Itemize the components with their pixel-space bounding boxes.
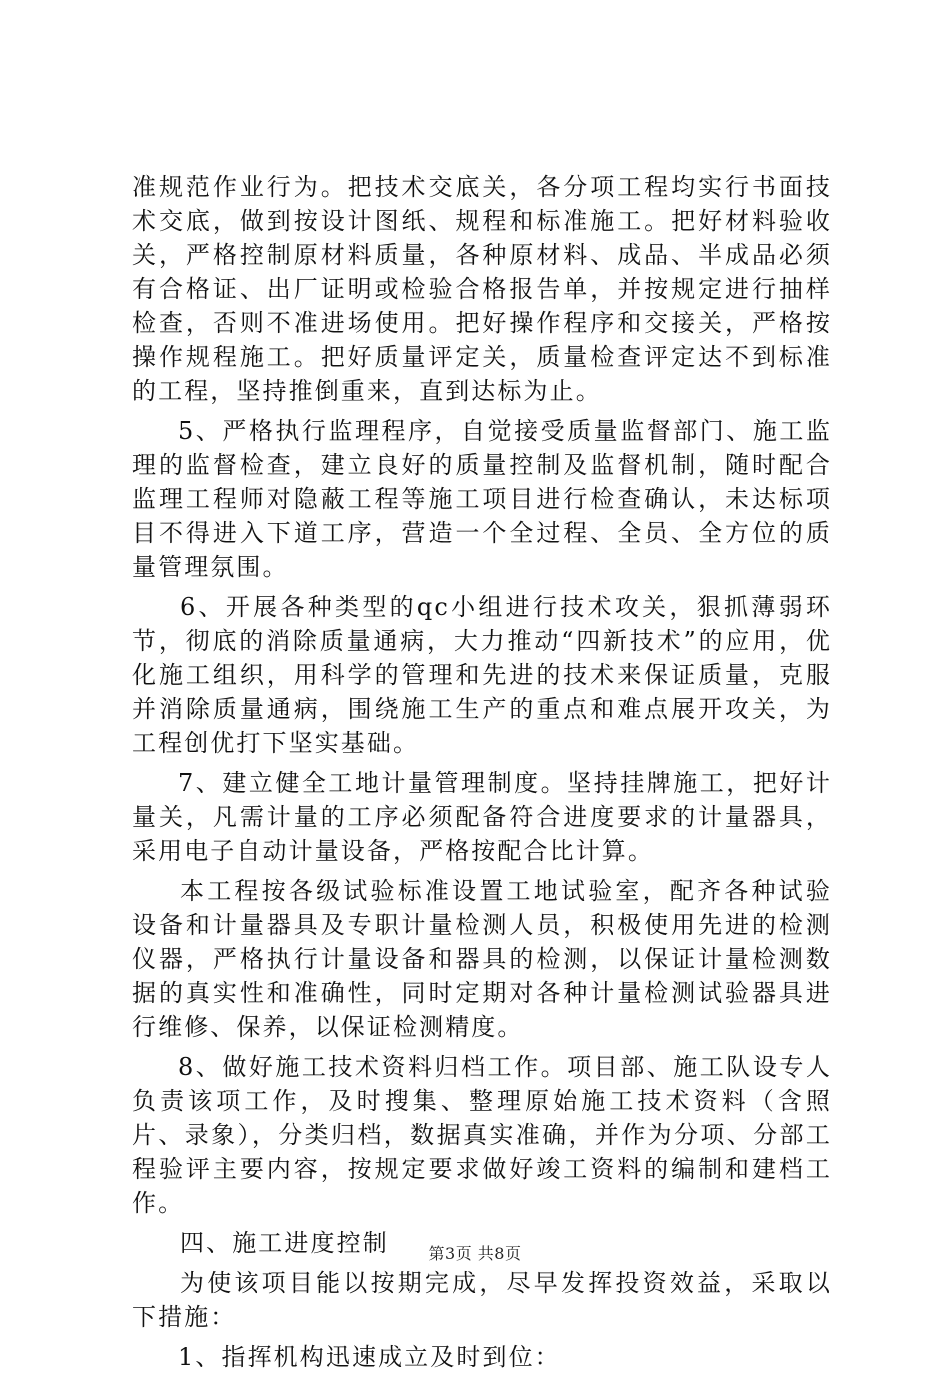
section-heading-schedule-control: 四、施工进度控制 [180, 1229, 389, 1257]
paragraph-test-lab: 本工程按各级试验标准设置工地试验室，配齐各种试验设备和计量器具及专职计量检测人员，积极使用先进的检测仪器，严格执行计量设备和器具的检测，以保证计量检测数据的真实性和准确性，同时定期对各种计量检测试验器具进行维修、保养，以保证检测精度。 [132, 877, 832, 1041]
paragraph-schedule-intro: 为使该项目能以按期完成，尽早发挥投资效益，采取以下措施： [132, 1269, 832, 1331]
paragraph-item-7: 7、建立健全工地计量管理制度。坚持挂牌施工，把好计量关，凡需计量的工序必须配备符合进度要求的计量器具，采用电子自动计量设备，严格按配合比计算。 [132, 769, 832, 865]
paragraph-item-5: 5、严格执行监理程序，自觉接受质量监督部门、施工监理的监督检查，建立良好的质量控制及监督机制，随时配合监理工程师对隐蔽工程等施工项目进行检查确认，未达标项目不得进入下道工序，营造一个全过程、全员、全方位的质量管理氛围。 [132, 417, 832, 581]
paragraph-item-8: 8、做好施工技术资料归档工作。项目部、施工队设专人负责该项工作，及时搜集、整理原始施工技术资料（含照片、录象），分类归档，数据真实准确，并作为分项、分部工程验评主要内容，按规定要求做好竣工资料的编制和建档工作。 [132, 1053, 832, 1217]
document-body [132, 170, 832, 1374]
paragraph-item-6: 6、开展各种类型的qc小组进行技术攻关，狠抓薄弱环节，彻底的消除质量通病，大力推动“四新技术”的应用，优化施工组织，用科学的管理和先进的技术来保证质量，克服并消除质量通病，围绕施工生产的重点和难点展开攻关，为工程创优打下坚实基础。 [132, 593, 832, 757]
paragraph-item-1: 1、指挥机构迅速成立及时到位： [178, 1343, 561, 1371]
paragraph-quality-checkpoints: 准规范作业行为。把技术交底关，各分项工程均实行书面技术交底，做到按设计图纸、规程和标准施工。把好材料验收关，严格控制原材料质量，各种原材料、成品、半成品必须有合格证、出厂证明或检验合格报告单，并按规定进行抽样检查，否则不准进场使用。把好操作程序和交接关，严格按操作规程施工。把好质量评定关，质量检查评定达不到标准的工程，坚持推倒重来，直到达标为止。 [132, 173, 832, 405]
page-number-footer: 第3页 共8页 [428, 1244, 522, 1263]
